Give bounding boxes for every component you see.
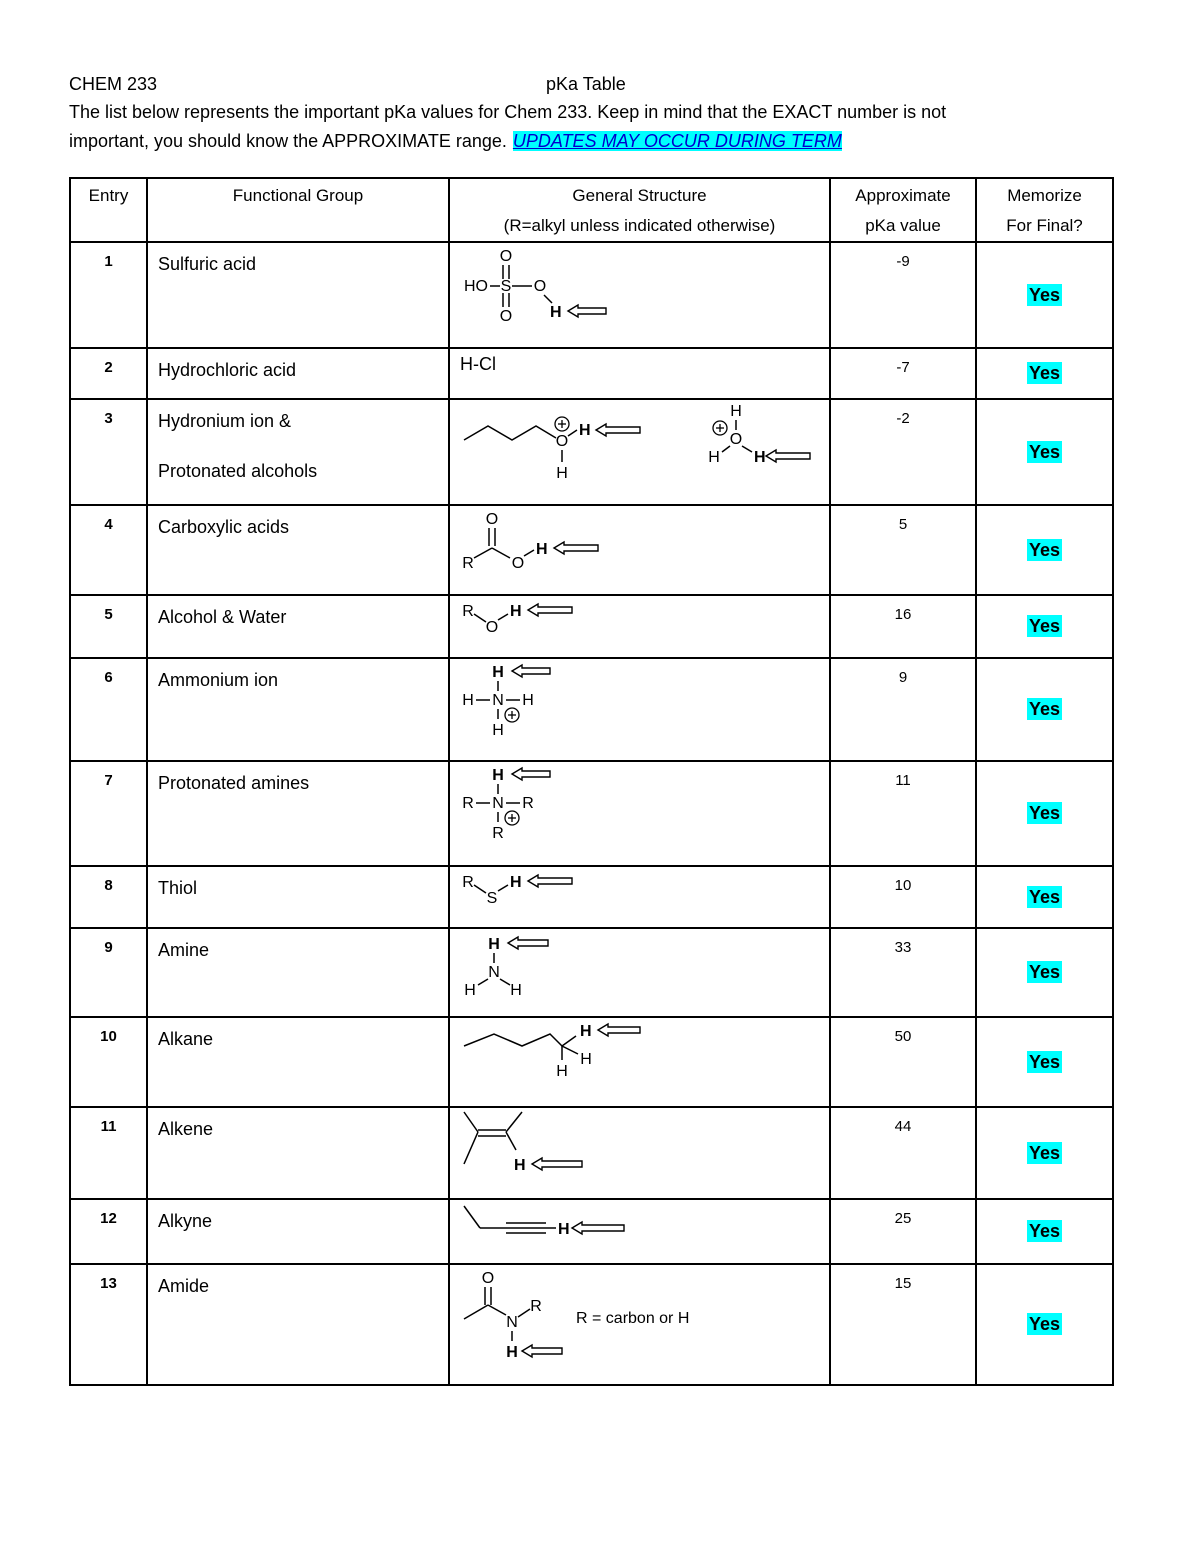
svg-text:H: H bbox=[506, 1344, 518, 1361]
svg-text:R: R bbox=[530, 1298, 542, 1315]
memorize-cell: Yes bbox=[976, 1264, 1113, 1385]
svg-text:O: O bbox=[555, 433, 569, 450]
structure-alcohol bbox=[449, 595, 830, 658]
amide-r-note: R = carbon or H bbox=[576, 1310, 690, 1327]
entry-number: 2 bbox=[70, 348, 147, 399]
svg-text:H: H bbox=[556, 1063, 568, 1080]
structure-amide bbox=[449, 1264, 830, 1385]
svg-text:R: R bbox=[462, 555, 474, 572]
memorize-cell: Yes bbox=[976, 242, 1113, 348]
entry-number: 7 bbox=[70, 761, 147, 866]
col-structure: General Structure (R=alkyl unless indicated otherwise) bbox=[449, 178, 830, 242]
structure-hydronium bbox=[449, 399, 830, 505]
course-code: CHEM 233 bbox=[69, 74, 158, 94]
svg-text:H: H bbox=[522, 692, 534, 709]
memorize-cell: Yes bbox=[976, 866, 1113, 928]
pka-value: -2 bbox=[830, 399, 976, 505]
structure-carboxylic-acid bbox=[449, 505, 830, 595]
table-row bbox=[70, 1199, 1113, 1264]
col-group: Functional Group bbox=[147, 178, 449, 242]
svg-text:H: H bbox=[558, 1221, 570, 1238]
table-row bbox=[70, 1107, 1113, 1199]
group-name: Protonated amines bbox=[147, 761, 449, 866]
svg-text:H: H bbox=[488, 936, 500, 953]
entry-number: 1 bbox=[70, 242, 147, 348]
svg-text:H: H bbox=[754, 449, 766, 466]
group-name: Hydrochloric acid bbox=[147, 348, 449, 399]
svg-text:R: R bbox=[462, 874, 474, 891]
col-memorize: Memorize For Final? bbox=[976, 178, 1113, 242]
group-name: Thiol bbox=[147, 866, 449, 928]
svg-text:O: O bbox=[481, 1270, 495, 1287]
structure-ammonium bbox=[449, 658, 830, 761]
svg-text:H: H bbox=[579, 422, 591, 439]
svg-text:S: S bbox=[486, 890, 498, 907]
group-name: Alkyne bbox=[147, 1199, 449, 1264]
svg-text:H: H bbox=[510, 982, 522, 999]
entry-number: 8 bbox=[70, 866, 147, 928]
svg-text:R: R bbox=[462, 603, 474, 620]
group-name: Sulfuric acid bbox=[147, 242, 449, 348]
group-name: Amide bbox=[147, 1264, 449, 1385]
svg-text:R: R bbox=[462, 795, 474, 812]
table-row bbox=[70, 595, 1113, 658]
svg-text:O: O bbox=[499, 308, 513, 325]
svg-text:H: H bbox=[510, 874, 522, 891]
structure-alkene bbox=[449, 1107, 830, 1199]
structure-hcl: H-Cl bbox=[449, 348, 830, 399]
entry-number: 6 bbox=[70, 658, 147, 761]
group-name: Alcohol & Water bbox=[147, 595, 449, 658]
structure-thiol bbox=[449, 866, 830, 928]
header-line-1 bbox=[69, 70, 1069, 98]
col-pka: Approximate pKa value bbox=[830, 178, 976, 242]
svg-text:H: H bbox=[464, 982, 476, 999]
pka-value: 33 bbox=[830, 928, 976, 1017]
svg-text:H: H bbox=[550, 304, 562, 321]
entry-number: 11 bbox=[70, 1107, 147, 1199]
svg-text:R: R bbox=[522, 795, 534, 812]
svg-text:S: S bbox=[500, 278, 512, 295]
svg-text:O: O bbox=[511, 555, 525, 572]
svg-text:H: H bbox=[556, 465, 568, 482]
svg-text:H: H bbox=[514, 1157, 526, 1174]
svg-text:N: N bbox=[488, 964, 500, 981]
svg-text:HO: HO bbox=[464, 278, 488, 295]
pka-value: 25 bbox=[830, 1199, 976, 1264]
pka-table bbox=[69, 177, 1114, 1386]
structure-alkyne bbox=[449, 1199, 830, 1264]
svg-text:H: H bbox=[492, 767, 504, 784]
svg-text:H: H bbox=[492, 722, 504, 739]
memorize-cell: Yes bbox=[976, 595, 1113, 658]
structure-alkane bbox=[449, 1017, 830, 1107]
group-name: Alkane bbox=[147, 1017, 449, 1107]
col-entry: Entry bbox=[70, 178, 147, 242]
structure-sulfuric-acid bbox=[449, 242, 830, 348]
group-name: Hydronium ion & Protonated alcohols bbox=[147, 399, 449, 505]
svg-text:O: O bbox=[729, 431, 743, 448]
pka-value: 9 bbox=[830, 658, 976, 761]
svg-text:H: H bbox=[510, 603, 522, 620]
svg-text:O: O bbox=[533, 278, 547, 295]
svg-text:N: N bbox=[492, 795, 504, 812]
intro-line-1: The list below represents the important pKa values for Chem 233. Keep in mind that the EXACT number is not bbox=[69, 102, 947, 122]
intro-line-2-text: important, you should know the APPROXIMATE range. bbox=[69, 131, 507, 151]
memorize-cell: Yes bbox=[976, 1107, 1113, 1199]
table-header-row bbox=[70, 178, 1113, 242]
svg-text:H: H bbox=[492, 664, 504, 681]
table-row bbox=[70, 505, 1113, 595]
memorize-cell: Yes bbox=[976, 505, 1113, 595]
svg-text:H: H bbox=[462, 692, 474, 709]
svg-text:H: H bbox=[580, 1023, 592, 1040]
table-row bbox=[70, 399, 1113, 505]
svg-text:O: O bbox=[485, 619, 499, 636]
memorize-cell: Yes bbox=[976, 761, 1113, 866]
table-row bbox=[70, 348, 1113, 399]
svg-text:O: O bbox=[499, 248, 513, 265]
structure-protonated-amine bbox=[449, 761, 830, 866]
entry-number: 4 bbox=[70, 505, 147, 595]
memorize-cell: Yes bbox=[976, 658, 1113, 761]
pka-value: 44 bbox=[830, 1107, 976, 1199]
svg-text:H: H bbox=[536, 541, 548, 558]
pka-value: 15 bbox=[830, 1264, 976, 1385]
entry-number: 13 bbox=[70, 1264, 147, 1385]
svg-text:N: N bbox=[506, 1314, 518, 1331]
svg-text:H: H bbox=[580, 1051, 592, 1068]
pka-value: 16 bbox=[830, 595, 976, 658]
table-row bbox=[70, 866, 1113, 928]
group-name: Ammonium ion bbox=[147, 658, 449, 761]
table-row bbox=[70, 928, 1113, 1017]
table-row bbox=[70, 1264, 1113, 1385]
pka-value: 10 bbox=[830, 866, 976, 928]
svg-text:N: N bbox=[492, 692, 504, 709]
entry-number: 3 bbox=[70, 399, 147, 505]
table-row bbox=[70, 658, 1113, 761]
group-name: Alkene bbox=[147, 1107, 449, 1199]
svg-text:H: H bbox=[730, 403, 742, 420]
entry-number: 12 bbox=[70, 1199, 147, 1264]
entry-number: 9 bbox=[70, 928, 147, 1017]
svg-text:H: H bbox=[708, 449, 720, 466]
intro-line-2 bbox=[69, 127, 842, 155]
pka-value: -7 bbox=[830, 348, 976, 399]
memorize-cell: Yes bbox=[976, 348, 1113, 399]
table-row bbox=[70, 761, 1113, 866]
pka-value: 50 bbox=[830, 1017, 976, 1107]
pka-value: -9 bbox=[830, 242, 976, 348]
pka-value: 11 bbox=[830, 761, 976, 866]
svg-text:O: O bbox=[485, 511, 499, 528]
table-row bbox=[70, 1017, 1113, 1107]
memorize-cell: Yes bbox=[976, 928, 1113, 1017]
table-row bbox=[70, 242, 1113, 348]
entry-number: 10 bbox=[70, 1017, 147, 1107]
group-name: Carboxylic acids bbox=[147, 505, 449, 595]
svg-text:R: R bbox=[492, 825, 504, 842]
pka-value: 5 bbox=[830, 505, 976, 595]
group-name: Amine bbox=[147, 928, 449, 1017]
update-note: UPDATES MAY OCCUR DURING TERM bbox=[512, 131, 842, 151]
structure-amine bbox=[449, 928, 830, 1017]
page-title: pKa Table bbox=[546, 74, 626, 94]
entry-number: 5 bbox=[70, 595, 147, 658]
memorize-cell: Yes bbox=[976, 1199, 1113, 1264]
memorize-cell: Yes bbox=[976, 1017, 1113, 1107]
memorize-cell: Yes bbox=[976, 399, 1113, 505]
